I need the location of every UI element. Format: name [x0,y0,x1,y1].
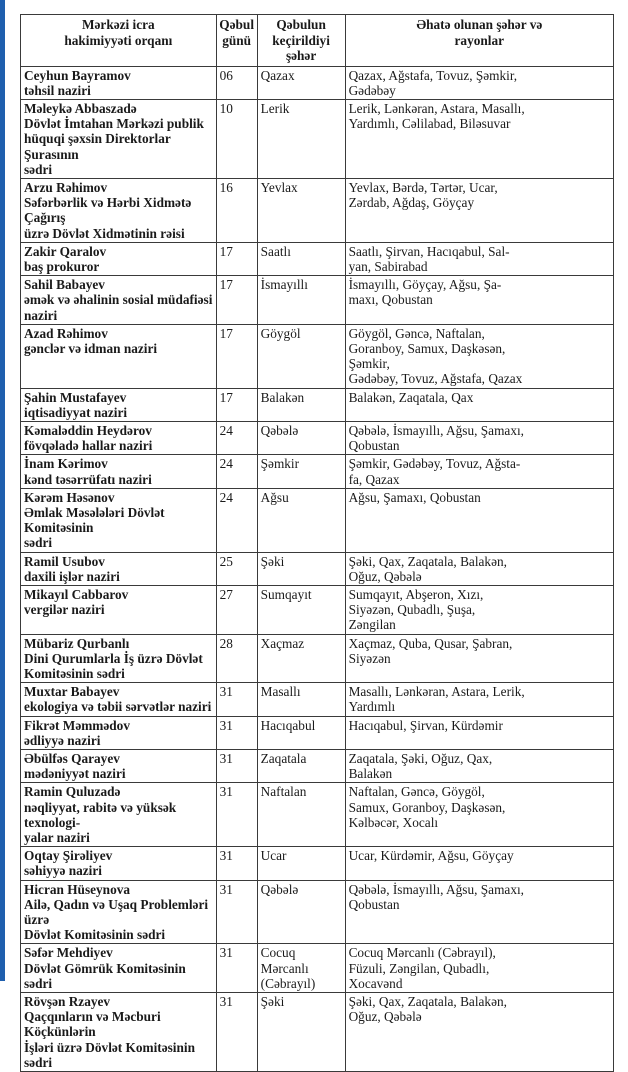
covered-areas: Lerik, Lənkəran, Astara, Masallı, Yardımlı, Cəlilabad, Biləsuvar [345,99,613,178]
covered-areas: Qəbələ, İsmayıllı, Ağsu, Şamaxı, Qobustan [345,421,613,454]
table-row [21,178,614,242]
reception-day: 10 [216,99,257,178]
table-row [21,586,614,635]
official-position: Dövlət İmtahan Mərkəzi publik hüquqi şəxsin Direktorlar Şurasının sədri [24,116,204,177]
covered-areas: Qazax, Ağstafa, Tovuz, Şəmkir, Gədəbəy [345,66,613,99]
official-name: Əbülfəs Qarayev [24,751,120,767]
authority-cell [21,324,217,388]
covered-areas: Şəki, Qax, Zaqatala, Balakən, Oğuz, Qəbələ [345,993,613,1072]
covered-areas: Masallı, Lənkəran, Astara, Lerik, Yardımlı [345,683,613,716]
reception-city: Naftalan [257,783,345,847]
official-name: Kərəm Həsənov [24,489,115,505]
table-row [21,750,614,783]
table-row [21,783,614,847]
official-name: Zakir Qaralov [24,243,107,259]
reception-city: Yevlax [257,178,345,242]
authority-cell [21,750,217,783]
authority-cell [21,488,217,552]
reception-day: 17 [216,276,257,325]
official-name: İnam Kərimov [24,456,108,472]
reception-day: 31 [216,783,257,847]
reception-city: Saatlı [257,242,345,275]
header-areas: Əhatə olunan şəhər və rayonlar [345,15,613,67]
official-name: Şahin Mustafayev [24,389,127,405]
official-position: gənclər və idman naziri [24,340,158,356]
covered-areas: Balakən, Zaqatala, Qax [345,388,613,421]
covered-areas: Hacıqabul, Şirvan, Kürdəmir [345,716,613,749]
official-name: Rövşən Rzayev [24,994,111,1010]
reception-city: Sumqayıt [257,586,345,635]
covered-areas: Cocuq Mərcanlı (Cəbrayıl), Füzuli, Zəngilan, Qubadlı, Xocavənd [345,944,613,993]
official-name: Məleykə Abbaszadə [24,100,137,116]
official-position: ədliyyə naziri [24,732,101,748]
table-body [21,66,614,1072]
reception-city: Göygöl [257,324,345,388]
authority-cell [21,242,217,275]
covered-areas: Ağsu, Şamaxı, Qobustan [345,488,613,552]
reception-city: Ağsu [257,488,345,552]
official-name: Muxtar Babayev [24,684,120,700]
official-name: Kəmaləddin Heydərov [24,422,152,438]
authority-cell [21,880,217,944]
authority-cell [21,455,217,488]
header-city: Qəbulun keçirildiyi şəhər [257,15,345,67]
official-name: Ramin Quluzadə [24,784,121,800]
reception-city: Hacıqabul [257,716,345,749]
covered-areas: Qəbələ, İsmayıllı, Ağsu, Şamaxı, Qobustan [345,880,613,944]
reception-schedule-table [20,14,614,1072]
covered-areas: İsmayıllı, Göyçay, Ağsu, Şa- maxı, Qobustan [345,276,613,325]
official-position: Qaçqınların və Məcburi Köçkünlərin İşləri üzrə Dövlət Komitəsinin sədri [24,1009,195,1070]
official-name: Fikrət Məmmədov [24,717,130,733]
reception-day: 25 [216,552,257,585]
header-authority: Mərkəzi icra hakimiyyəti orqanı [21,15,217,67]
official-position: kənd təsərrüfatı naziri [24,471,152,487]
reception-day: 17 [216,324,257,388]
table-row [21,276,614,325]
table-row [21,634,614,683]
reception-city: Şəki [257,993,345,1072]
table-row [21,388,614,421]
authority-cell [21,944,217,993]
official-position: ekologiya və təbii sərvətlər naziri [24,699,212,715]
table-row [21,880,614,944]
header-day: Qəbul günü [216,15,257,67]
reception-city: Ucar [257,847,345,880]
authority-cell [21,388,217,421]
official-position: mədəniyyət naziri [24,766,126,782]
official-position: Səfərbərlik və Hərbi Xidmətə Çağırış üzrə Dövlət Xidmətinin rəisi [24,195,192,241]
reception-city: Şəmkir [257,455,345,488]
reception-city: Masallı [257,683,345,716]
official-position: nəqliyyat, rabitə və yüksək texnologi- yalar naziri [24,799,177,846]
authority-cell [21,421,217,454]
authority-cell [21,783,217,847]
table-row [21,421,614,454]
reception-day: 16 [216,178,257,242]
official-name: Azad Rəhimov [24,325,108,341]
table-row [21,324,614,388]
authority-cell [21,586,217,635]
official-name: Sahil Babayev [24,277,105,293]
reception-day: 17 [216,242,257,275]
reception-city: Xaçmaz [257,634,345,683]
table-row [21,66,614,99]
official-name: Oqtay Şirəliyev [24,848,113,864]
authority-cell [21,634,217,683]
covered-areas: Xaçmaz, Quba, Qusar, Şabran, Siyəzən [345,634,613,683]
authority-cell [21,276,217,325]
table-row [21,99,614,178]
covered-areas: Saatlı, Şirvan, Hacıqabul, Sal- yan, Sabirabad [345,242,613,275]
reception-city: Qazax [257,66,345,99]
authority-cell [21,847,217,880]
reception-city: Qəbələ [257,421,345,454]
covered-areas: Yevlax, Bərdə, Tərtər, Ucar, Zərdab, Ağdaş, Göyçay [345,178,613,242]
table-row [21,242,614,275]
official-name: Ramil Usubov [24,553,105,569]
official-position: Əmlak Məsələləri Dövlət Komitəsinin sədri [24,504,165,551]
reception-day: 27 [216,586,257,635]
official-position: iqtisadiyyat naziri [24,404,128,420]
authority-cell [21,178,217,242]
table-row [21,552,614,585]
table-header-row [21,15,614,67]
authority-cell [21,716,217,749]
authority-cell [21,993,217,1072]
accent-bar [0,0,5,981]
covered-areas: Sumqayıt, Abşeron, Xızı, Siyəzən, Qubadlı, Şuşa, Zəngilan [345,586,613,635]
authority-cell [21,99,217,178]
reception-day: 24 [216,421,257,454]
covered-areas: Şəki, Qax, Zaqatala, Balakən, Oğuz, Qəbələ [345,552,613,585]
official-name: Hicran Hüseynova [24,881,131,897]
reception-day: 24 [216,455,257,488]
table-row [21,683,614,716]
reception-day: 28 [216,634,257,683]
reception-city: İsmayıllı [257,276,345,325]
reception-city: Zaqatala [257,750,345,783]
table-row [21,488,614,552]
reception-city: Şəki [257,552,345,585]
official-position: əmək və əhalinin sosial müdafiəsi naziri [24,292,213,323]
table-row [21,993,614,1072]
reception-day: 31 [216,683,257,716]
official-position: səhiyyə naziri [24,863,102,879]
table-row [21,455,614,488]
reception-day: 31 [216,716,257,749]
reception-city: Balakən [257,388,345,421]
covered-areas: Naftalan, Gəncə, Göygöl, Samux, Goranboy, Daşkəsən, Kəlbəcər, Xocalı [345,783,613,847]
official-name: Ceyhun Bayramov [24,67,131,83]
reception-city: Lerik [257,99,345,178]
official-name: Mübariz Qurbanlı [24,635,130,651]
reception-day: 31 [216,847,257,880]
official-position: Dini Qurumlarla İş üzrə Dövlət Komitəsinin sədri [24,650,203,682]
reception-city: Qəbələ [257,880,345,944]
reception-day: 06 [216,66,257,99]
official-name: Mikayıl Cabbarov [24,587,129,602]
official-position: daxili işlər naziri [24,568,120,584]
official-name: Arzu Rəhimov [24,179,108,195]
table-row [21,716,614,749]
official-position: Ailə, Qadın və Uşaq Problemləri üzrə Dövlət Komitəsinin sədri [24,896,209,943]
official-position: baş prokuror [24,258,100,274]
official-position: vergilər naziri [24,602,105,618]
official-position: fövqəladə hallar naziri [24,438,153,454]
reception-city: Cocuq Mərcanlı (Cəbrayıl) [257,944,345,993]
authority-cell [21,683,217,716]
covered-areas: Ucar, Kürdəmir, Ağsu, Göyçay [345,847,613,880]
official-name: Səfər Mehdiyev [24,945,113,961]
covered-areas: Şəmkir, Gədəbəy, Tovuz, Ağsta- fa, Qazax [345,455,613,488]
reception-day: 31 [216,880,257,944]
reception-day: 24 [216,488,257,552]
authority-cell [21,66,217,99]
reception-day: 17 [216,388,257,421]
reception-day: 31 [216,750,257,783]
reception-day: 31 [216,944,257,993]
covered-areas: Zaqatala, Şəki, Oğuz, Qax, Balakən [345,750,613,783]
official-position: Dövlət Gömrük Komitəsinin sədri [24,960,186,991]
covered-areas: Göygöl, Gəncə, Naftalan, Goranboy, Samux, Daşkəsən, Şəmkir, Gədəbəy, Tovuz, Ağstafa, Qazax [345,324,613,388]
official-position: təhsil naziri [24,82,91,98]
authority-cell [21,552,217,585]
table-row [21,847,614,880]
reception-day: 31 [216,993,257,1072]
table-row [21,944,614,993]
